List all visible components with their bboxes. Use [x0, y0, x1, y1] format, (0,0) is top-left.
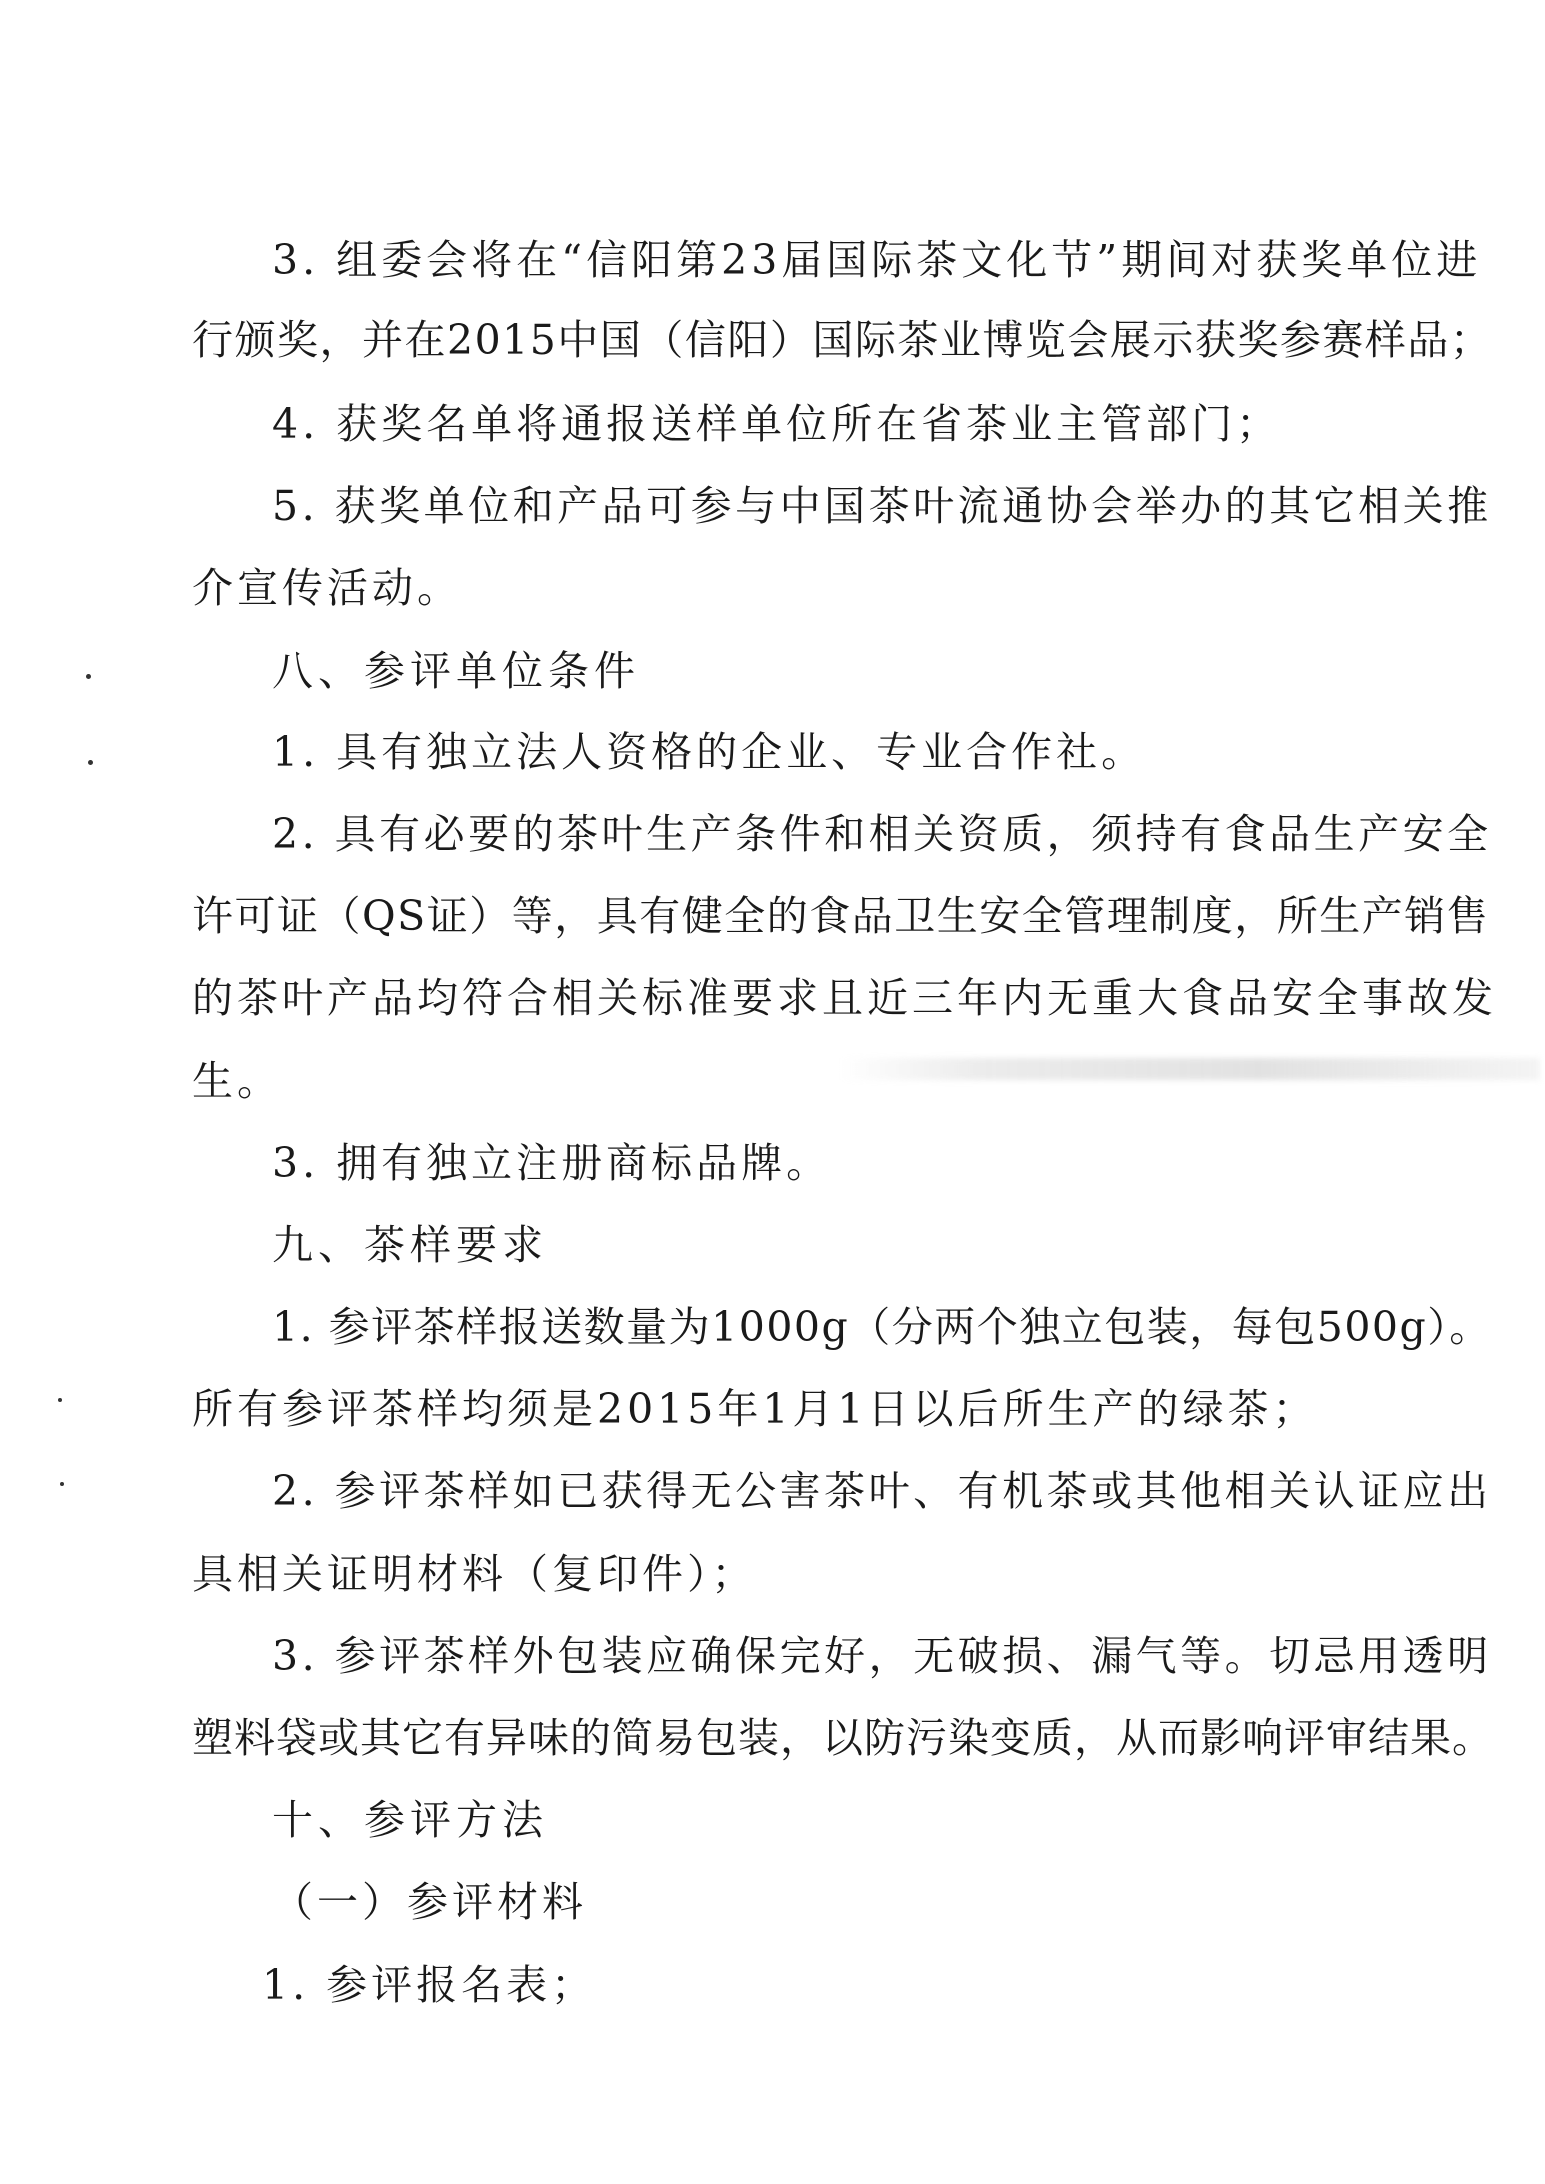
paragraph-line: 3. 拥有独立注册商标品牌。	[272, 1139, 832, 1187]
paragraph-line: 1. 参评茶样报送数量为1000g（分两个独立包装，每包500g）。	[272, 1303, 1492, 1351]
scan-speck	[58, 1398, 62, 1402]
paragraph-line: 1. 具有独立法人资格的企业、专业合作社。	[272, 728, 1147, 776]
paragraph-line: 许可证（QS证）等，具有健全的食品卫生安全管理制度，所生产销售	[192, 892, 1490, 940]
section-heading: 九、茶样要求	[272, 1221, 548, 1269]
scan-speck	[60, 1482, 64, 1486]
paragraph-line: 生。	[192, 1057, 282, 1105]
paragraph-line: 2. 参评茶样如已获得无公害茶叶、有机茶或其他相关认证应出	[272, 1467, 1492, 1515]
paragraph-line: 具相关证明材料（复印件）；	[192, 1550, 757, 1598]
section-heading: 十、参评方法	[272, 1796, 548, 1844]
paragraph-line: 行颁奖，并在2015中国（信阳）国际茶业博览会展示获奖参赛样品；	[192, 316, 1493, 364]
paragraph-line: 2. 具有必要的茶叶生产条件和相关资质，须持有食品生产安全	[272, 810, 1492, 858]
scan-speck	[88, 760, 93, 765]
paragraph-line: 3. 参评茶样外包装应确保完好，无破损、漏气等。切忌用透明	[272, 1632, 1492, 1680]
paragraph-line: 4. 获奖名单将通报送样单位所在省茶业主管部门；	[272, 400, 1282, 448]
paragraph-line: 1. 参评报名表；	[262, 1961, 597, 2009]
section-heading: 八、参评单位条件	[272, 647, 640, 695]
paragraph-line: 的茶叶产品均符合相关标准要求且近三年内无重大食品安全事故发	[192, 974, 1497, 1022]
paragraph-line: 塑料袋或其它有异味的简易包装，以防污染变质，从而影响评审结果。	[192, 1714, 1494, 1762]
subsection-heading: （一）参评材料	[272, 1878, 587, 1926]
scan-smudge	[840, 1058, 1540, 1080]
paragraph-line: 介宣传活动。	[192, 564, 462, 612]
paragraph-line: 所有参评茶样均须是2015年1月1日以后所生产的绿茶；	[192, 1385, 1318, 1433]
scan-speck	[86, 674, 91, 679]
paragraph-line: 3. 组委会将在“信阳第23届国际茶文化节”期间对获奖单位进	[272, 236, 1482, 284]
paragraph-line: 5. 获奖单位和产品可参与中国茶叶流通协会举办的其它相关推	[272, 482, 1492, 530]
